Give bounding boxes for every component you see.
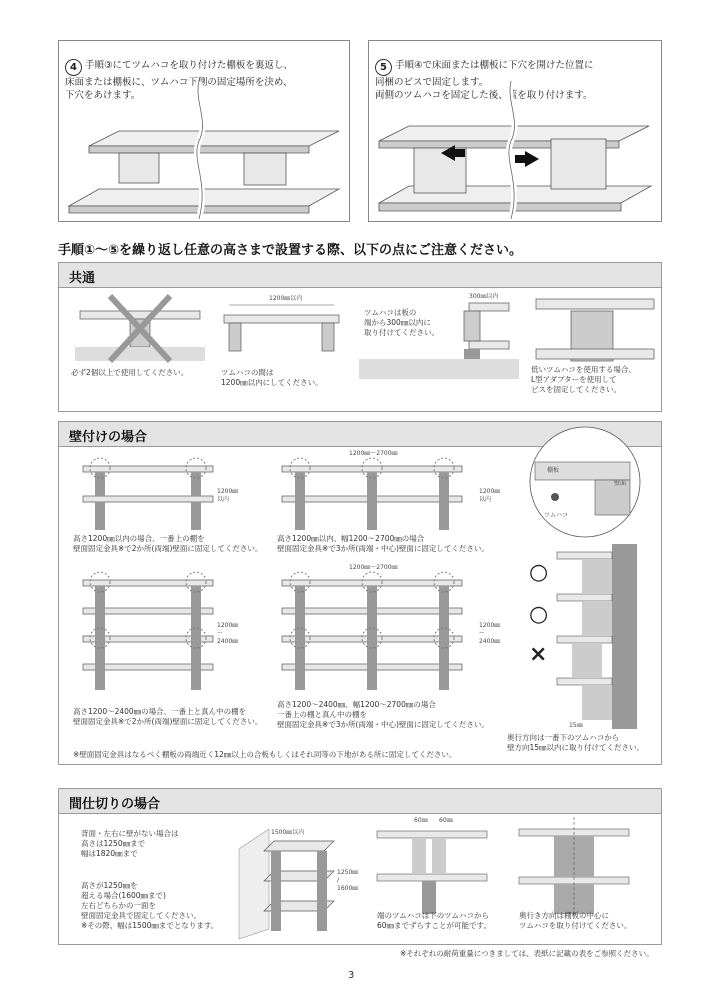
common-section-header xyxy=(59,263,661,288)
detail-wall-label: 壁面 xyxy=(614,480,627,487)
step-5-illustration xyxy=(369,41,661,221)
wall-dim-width-1: 1200㎜～2700㎜ xyxy=(349,450,398,457)
wall-dim-15: 15㎜ xyxy=(569,722,583,729)
common-caption-1: 必ず2個以上で使用してください。 xyxy=(71,368,189,377)
wall-bracket-detail xyxy=(525,422,645,542)
common-section xyxy=(58,262,662,412)
wall-dim-width-2: 1200㎜～2700㎜ xyxy=(349,564,398,571)
step-4-number: 4 xyxy=(65,59,82,76)
wall-dim-h1: 1200㎜ 以内 xyxy=(217,488,239,503)
partition-center-diagram xyxy=(519,817,629,917)
wall-diagram-1 xyxy=(73,456,223,541)
load-footnote: ※それぞれの耐荷重量につきましては、表紙に記載の表をご参照ください。 xyxy=(400,949,654,958)
partition-offset-diagram xyxy=(377,819,487,914)
partition-dim-height: 1250㎜ / 1600㎜ xyxy=(337,869,359,892)
ok-mark-1: ○ xyxy=(529,560,549,585)
wall-note: ※壁面固定金具はなるべく棚板の両端近く12㎜以上の合板もしくはそれ同等の下地がある所に固定してください。 xyxy=(73,750,457,759)
common-caption-3: ツムハコは板の 端から300㎜以内に 取り付けてください。 xyxy=(364,308,439,337)
common-dim-span: 1200㎜以内 xyxy=(269,295,303,302)
common-adapter-diagram xyxy=(531,291,656,366)
wall-caption-3: 高さ1200～2400㎜の場合、一番上と真ん中の棚を 壁面固定金具※で2か所(両端)壁面に固定してください。 xyxy=(73,707,263,726)
partition-dim-offset-1: 60㎜ xyxy=(414,817,428,824)
ok-mark-2: ○ xyxy=(529,602,549,627)
step-5-text: 手順④で床面または棚板に下穴を開けた位置に 同梱のビスで固定します。 両側のツムハコを固定した後、蓋を取り付けます。 xyxy=(375,60,594,101)
wall-dim-h1b: 1200㎜ 以内 xyxy=(479,488,501,503)
partition-caption-2: 高さが1250㎜を 超える場合(1600㎜まで) 左右どちらかの一面を 壁面固定金具で固定してください。 ※その際、幅は1500㎜までとなります。 xyxy=(81,881,219,930)
wall-caption-4: 高さ1200～2400㎜、幅1200～2700㎜の場合 一番上の棚と真ん中の棚を 壁面固定金具※で3か所(両端・中心)壁面に固定してください。 xyxy=(277,700,489,729)
common-dim-end: 300㎜以内 xyxy=(469,293,499,300)
step-4-text: 手順③にてツムハコを取り付けた棚板を裏返し、 床面または棚板に、ツムハコ下側の固定場所を決め、 下穴をあけます。 xyxy=(65,60,293,101)
partition-section-title: 間仕切りの場合 xyxy=(69,797,161,812)
page-number: 3 xyxy=(348,970,355,981)
common-section-title: 共通 xyxy=(69,271,96,286)
partition-caption-4: 奥行き方向は棚板の中心に ツムハコを取り付けてください。 xyxy=(519,911,632,930)
step-4-panel xyxy=(58,40,350,222)
screw-icon xyxy=(551,493,559,501)
detail-shelf-label: 棚板 xyxy=(547,467,560,474)
instruction-headline: 手順①～⑤を繰り返し任意の高さまで設置する際、以下の点にご注意ください。 xyxy=(58,243,523,258)
step-4-illustration xyxy=(59,41,349,221)
wall-section xyxy=(58,421,662,765)
wall-diagram-4 xyxy=(277,570,467,695)
partition-section xyxy=(58,788,662,945)
detail-box-label: ツムハコ xyxy=(544,512,568,519)
partition-section-header xyxy=(59,789,661,814)
wall-caption-2: 高さ1200㎜以内、幅1200～2700㎜の場合 壁面固定金具※で3か所(両端・中心)壁面に固定してください。 xyxy=(277,534,489,553)
wall-depth-diagram xyxy=(547,544,637,729)
wall-section-title: 壁付けの場合 xyxy=(69,430,148,445)
common-caption-2: ツムハコの間は 1200㎜以内にしてください。 xyxy=(221,368,323,387)
wall-caption-1: 高さ1200㎜以内の場合、一番上の棚を 壁面固定金具※で2か所(両端)壁面に固定してください。 xyxy=(73,534,263,553)
step-5-number: 5 xyxy=(375,59,392,76)
partition-caption-3: 端のツムハコは下のツムハコから 60㎜までずらすことが可能です。 xyxy=(377,911,491,930)
wall-dim-h2: 1200㎜ ～ 2400㎜ xyxy=(217,622,239,645)
wall-diagram-3 xyxy=(73,570,223,695)
partition-caption-1: 背面・左右に壁がない場合は 高さは1250㎜まで 幅は1820㎜まで xyxy=(81,829,179,858)
common-single-box-diagram xyxy=(75,291,205,366)
arrow-right-icon xyxy=(515,151,539,167)
ng-mark: × xyxy=(529,642,548,667)
step-5-panel xyxy=(368,40,662,222)
wall-dim-h2b: 1200㎜ ～ 2400㎜ xyxy=(479,622,501,645)
wall-diagram-2 xyxy=(277,456,467,541)
partition-dim-offset-2: 60㎜ xyxy=(439,817,453,824)
common-caption-4: 低いツムハコを使用する場合、 L型アダプターを使用して ビスを固定してください。 xyxy=(531,365,636,394)
partition-dim-width: 1500㎜以内 xyxy=(271,829,305,836)
wall-caption-depth: 奥行方向は一番下のツムハコから 壁方向15㎜以内に取り付けてください。 xyxy=(507,733,645,752)
